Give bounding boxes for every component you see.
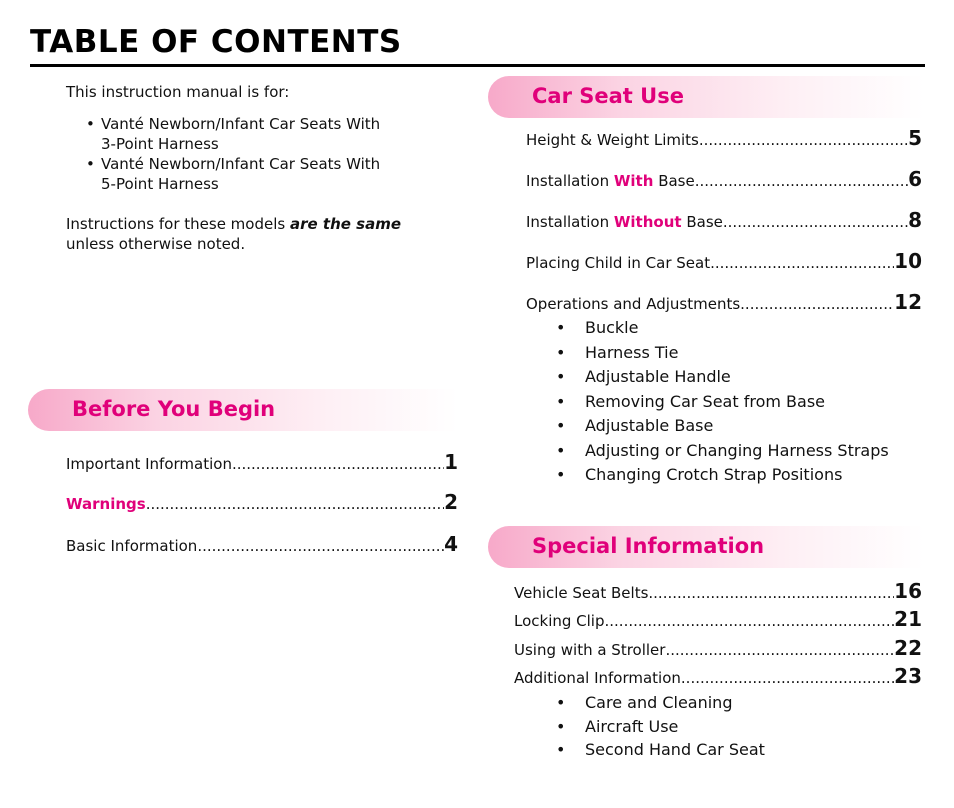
toc-entry-installation-with-base[interactable]: Installation With Base ..... 6	[526, 167, 922, 191]
section-title-before: Before You Begin	[72, 397, 276, 421]
intro-note: Instructions for these models are the same unless otherwise noted.	[66, 215, 402, 253]
toc-entry-installation-without-base[interactable]: Installation Without Base ..... 8	[526, 208, 922, 232]
list-item: • Adjustable Handle	[556, 365, 889, 390]
model-list	[66, 114, 446, 194]
operations-sub-list	[556, 316, 889, 488]
list-item: • Adjustable Base	[556, 414, 889, 439]
additional-sub-list	[556, 691, 765, 762]
toc-entry-placing-child[interactable]: Placing Child in Car Seat ..... 10	[526, 249, 922, 273]
section-band-before	[28, 389, 458, 431]
toc-entry-operations-adjustments[interactable]: Operations and Adjustments ..... 12	[526, 290, 922, 314]
intro-lead: This instruction manual is for:	[66, 83, 290, 101]
list-item: • Changing Crotch Strap Positions	[556, 463, 889, 488]
toc-entry-locking-clip[interactable]: Locking Clip ..... 21	[514, 607, 922, 631]
model-item: • Vanté Newborn/Infant Car Seats With 5-Point Harness	[86, 154, 446, 194]
list-item: • Adjusting or Changing Harness Straps	[556, 439, 889, 464]
toc-entry-vehicle-seat-belts[interactable]: Vehicle Seat Belts ..... 16	[514, 579, 922, 603]
intro-block	[66, 82, 446, 254]
toc-entry-additional-information[interactable]: Additional Information ..... 23	[514, 664, 922, 688]
title-rule	[30, 64, 925, 67]
list-item: • Care and Cleaning	[556, 691, 765, 715]
section-title-special-information: Special Information	[532, 534, 765, 558]
toc-entry-warnings[interactable]: Warnings ..... 2	[66, 490, 458, 514]
list-item: • Removing Car Seat from Base	[556, 390, 889, 415]
list-item: • Harness Tie	[556, 341, 889, 366]
toc-entry-height-weight-limits[interactable]: Height & Weight Limits ..... 5	[526, 126, 922, 150]
list-item: • Second Hand Car Seat	[556, 738, 765, 762]
toc-entry-basic-information[interactable]: Basic Information ..... 4	[66, 532, 458, 556]
section-band-special-information	[488, 526, 924, 568]
toc-entry-using-with-stroller[interactable]: Using with a Stroller ..... 22	[514, 636, 922, 660]
list-item: • Aircraft Use	[556, 715, 765, 739]
page-title: TABLE OF CONTENTS	[30, 24, 402, 60]
list-item: • Buckle	[556, 316, 889, 341]
toc-entry-important-information[interactable]: Important Information ..... 1	[66, 450, 458, 474]
section-title-car-seat-use: Car Seat Use	[532, 84, 684, 108]
section-band-car-seat-use	[488, 76, 924, 118]
model-item: • Vanté Newborn/Infant Car Seats With 3-Point Harness	[86, 114, 446, 154]
